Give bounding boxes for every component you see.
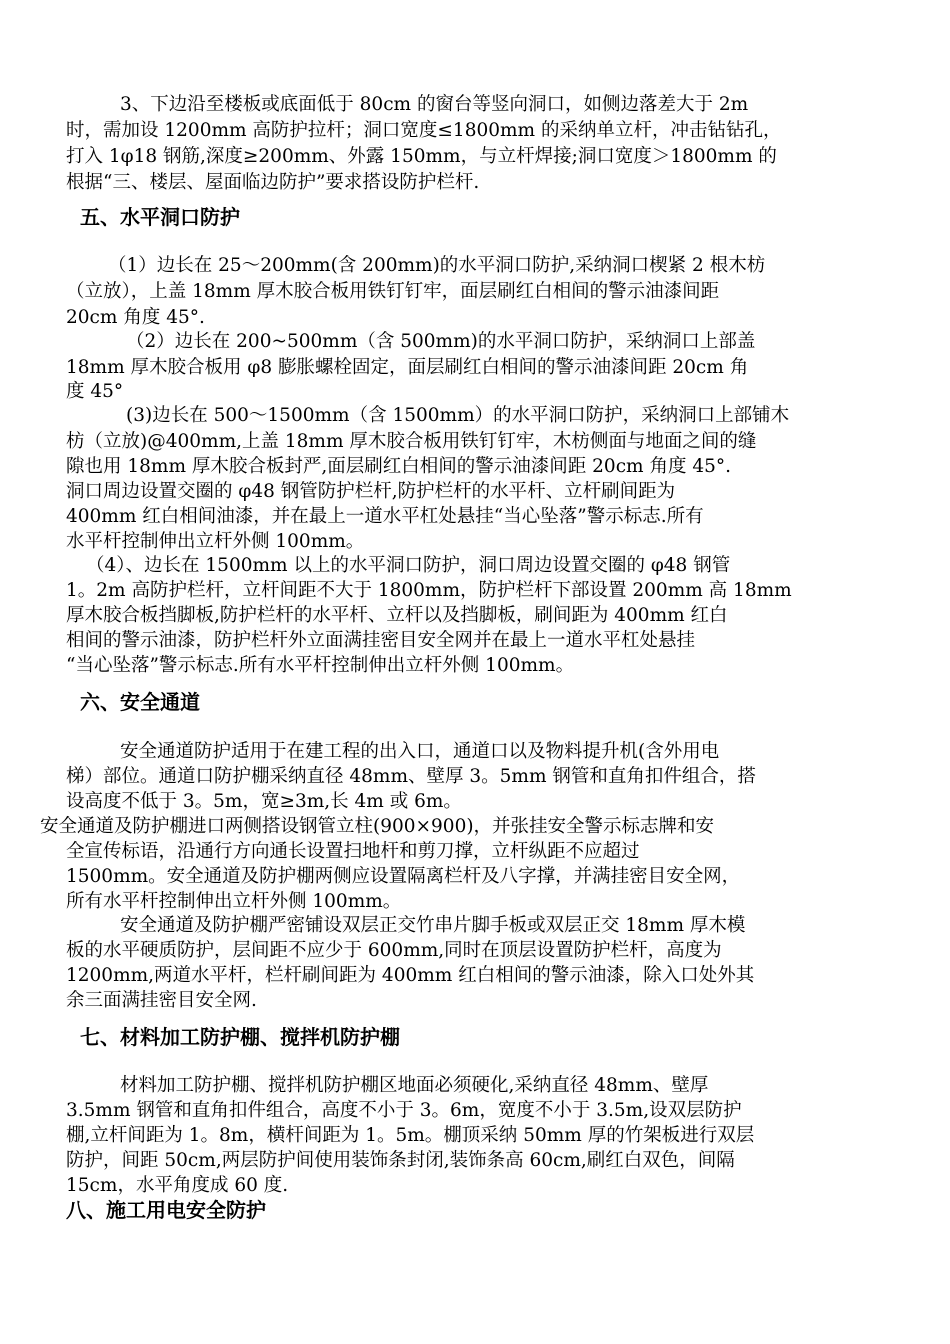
paragraph-line: 时，需加设 1200mm 高防护拉杆；洞口宽度≤1800mm 的采纳单立杆，冲击钻钻孔， — [66, 120, 782, 141]
paragraph-line: 度 45° — [66, 381, 124, 402]
paragraph-line: 1。2m 高防护栏杆，立杆间距不大于 1800mm，防护栏杆下部设置 200mm 高 18mm — [66, 580, 792, 601]
paragraph-line: 20cm 角度 45°. — [66, 307, 205, 328]
section-heading-5: 五、水平洞口防护 — [80, 205, 240, 229]
paragraph-line: 厚木胶合板挡脚板,防护栏杆的水平杆、立杆以及挡脚板，刷间距为 400mm 红白 — [66, 605, 728, 626]
paragraph-line: 隙也用 18mm 厚木胶合板封严,面层刷红白相间的警示油漆间距 20cm 角度 45°. — [66, 456, 732, 477]
paragraph-line: （1）边长在 25～200mm(含 200mm)的水平洞口防护,采纳洞口楔紧 2 根木枋 — [108, 255, 766, 276]
paragraph-line: 安全通道及防护棚进口两侧搭设钢管立柱(900×900)，并张挂安全警示标志牌和安 — [40, 816, 715, 837]
paragraph-line: 棚,立杆间距为 1。8m，横杆间距为 1。5m。棚顶采纳 50mm 厚的竹架板进行双层 — [66, 1125, 755, 1146]
paragraph-line: 安全通道及防护棚严密铺设双层正交竹串片脚手板或双层正交 18mm 厚木模 — [120, 915, 746, 936]
section-heading-6: 六、安全通道 — [80, 690, 200, 714]
paragraph-line: 材料加工防护棚、搅拌机防护棚区地面必须硬化,采纳直径 48mm、壁厚 — [120, 1075, 709, 1096]
paragraph-line: 18mm 厚木胶合板用 φ8 膨胀螺栓固定，面层刷红白相间的警示油漆间距 20cm 角 — [66, 357, 749, 378]
paragraph-line: 400mm 红白相间油漆，并在最上一道水平杠处悬挂“当心坠落”警示标志.所有 — [66, 506, 704, 527]
paragraph-line: 余三面满挂密目安全网. — [66, 990, 257, 1011]
paragraph-line: 打入 1φ18 钢筋,深度≥200mm、外露 150mm，与立杆焊接;洞口宽度＞1800mm 的 — [66, 146, 777, 167]
section-heading-8: 八、施工用电安全防护 — [66, 1198, 266, 1222]
paragraph-line: 1500mm。安全通道及防护棚两侧应设置隔离栏杆及八字撑，并满挂密目安全网， — [66, 866, 741, 887]
paragraph-line: 3、下边沿至楼板或底面低于 80cm 的窗台等竖向洞口，如侧边落差大于 2m — [120, 94, 749, 115]
paragraph-line: 洞口周边设置交圈的 φ48 钢管防护栏杆,防护栏杆的水平杆、立杆刷间距为 — [66, 481, 676, 502]
paragraph-line: 梯）部位。通道口防护棚采纳直径 48mm、壁厚 3。5mm 钢管和直角扣件组合，搭 — [66, 766, 756, 787]
paragraph-line: 枋（立放)@400mm,上盖 18mm 厚木胶合板用铁钉钉牢，木枋侧面与地面之间的缝 — [66, 431, 757, 452]
paragraph-line: 相间的警示油漆，防护栏杆外立面满挂密目安全网并在最上一道水平杠处悬挂 — [66, 630, 696, 651]
paragraph-line: 板的水平硬质防护，层间距不应少于 600mm,同时在顶层设置防护栏杆，高度为 — [66, 940, 722, 961]
paragraph-line: 全宣传标语，沿通行方向通长设置扫地杆和剪刀撑，立杆纵距不应超过 — [66, 841, 640, 862]
paragraph-line: 安全通道防护适用于在建工程的出入口，通道口以及物料提升机(含外用电 — [120, 741, 720, 762]
paragraph-line: 防护，间距 50cm,两层防护间使用装饰条封闭,装饰条高 60cm,刷红白双色，间隔 — [66, 1150, 735, 1171]
paragraph-line: （立放），上盖 18mm 厚木胶合板用铁钉钉牢，面层刷红白相间的警示油漆间距 — [66, 281, 720, 302]
paragraph-line: （4）、边长在 1500mm 以上的水平洞口防护，洞口周边设置交圈的 φ48 钢管 — [86, 555, 731, 576]
paragraph-line: 所有水平杆控制伸出立杆外侧 100mm。 — [66, 891, 402, 912]
paragraph-line: (3)边长在 500～1500mm（含 1500mm）的水平洞口防护，采纳洞口上部铺木 — [126, 405, 790, 426]
paragraph-line: 设高度不低于 3。5m，宽≥3m,长 4m 或 6m。 — [66, 791, 462, 812]
paragraph-line: （2）边长在 200~500mm（含 500mm)的水平洞口防护，采纳洞口上部盖 — [126, 331, 756, 352]
paragraph-line: 1200mm,两道水平杆，栏杆刷间距为 400mm 红白相间的警示油漆，除入口处外其 — [66, 965, 755, 986]
paragraph-line: 3.5mm 钢管和直角扣件组合，高度不小于 3。6m，宽度不小于 3.5m,设双层防护 — [66, 1100, 742, 1121]
paragraph-line: 根据“三、楼层、屋面临边防护”要求搭设防护栏杆. — [66, 172, 480, 193]
paragraph-line: “当心坠落”警示标志.所有水平杆控制伸出立杆外侧 100mm。 — [66, 655, 575, 676]
paragraph-line: 15cm，水平角度成 60 度. — [66, 1175, 289, 1196]
paragraph-line: 水平杆控制伸出立杆外侧 100mm。 — [66, 531, 365, 552]
section-heading-7: 七、材料加工防护棚、搅拌机防护棚 — [80, 1025, 400, 1049]
